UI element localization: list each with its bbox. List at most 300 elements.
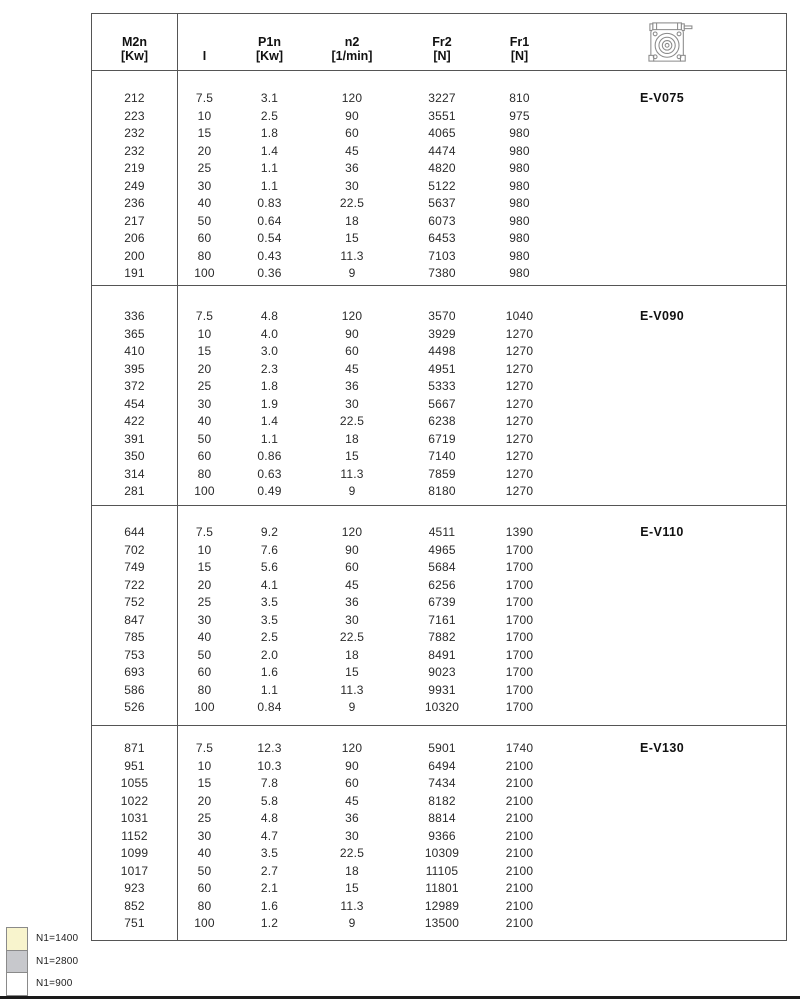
table-cell: 1152 bbox=[121, 828, 148, 843]
table-cell: 2100 bbox=[505, 811, 534, 825]
table-cell: 753 bbox=[124, 647, 145, 662]
group-label-spacer bbox=[552, 248, 786, 266]
table-cell: 980 bbox=[509, 196, 530, 210]
table-cell: 60 bbox=[345, 126, 359, 140]
table-cell: 30 bbox=[197, 178, 212, 193]
table-cell: 1270 bbox=[505, 396, 534, 411]
group-label-spacer bbox=[552, 828, 786, 846]
group-label-spacer bbox=[552, 378, 786, 396]
group-label: E-V130 bbox=[639, 741, 685, 755]
table-cell: 6494 bbox=[428, 758, 456, 773]
table-cell: 980 bbox=[509, 248, 530, 263]
table-cell: 7.6 bbox=[260, 542, 279, 557]
table-cell: 30 bbox=[197, 612, 212, 627]
table-cell: 6739 bbox=[428, 595, 456, 609]
table-cell: 80 bbox=[197, 466, 212, 481]
table-cell: 1740 bbox=[505, 741, 534, 755]
table-cell: 15 bbox=[345, 449, 359, 463]
model-group-e-v110 bbox=[92, 505, 786, 725]
table-cell: 722 bbox=[124, 577, 145, 592]
table-row bbox=[92, 559, 786, 577]
table-cell: 749 bbox=[124, 560, 145, 574]
legend-swatch bbox=[6, 950, 28, 974]
table-cell: 2100 bbox=[505, 898, 534, 913]
speed-color-legend bbox=[6, 927, 78, 996]
table-cell: 40 bbox=[197, 414, 212, 428]
table-cell: 15 bbox=[345, 665, 359, 679]
group-label-spacer bbox=[552, 793, 786, 811]
table-cell: 1700 bbox=[505, 612, 534, 627]
table-cell: 1270 bbox=[505, 466, 534, 481]
column-header-text: M2n bbox=[122, 35, 147, 49]
table-cell: 6238 bbox=[428, 414, 456, 428]
table-cell: 1700 bbox=[505, 577, 534, 592]
table-row bbox=[92, 195, 786, 213]
table-cell: 3.5 bbox=[260, 595, 279, 609]
group-label-spacer bbox=[552, 448, 786, 466]
table-cell: 5684 bbox=[428, 560, 456, 574]
table-cell: 752 bbox=[124, 595, 145, 609]
table-cell: 20 bbox=[197, 361, 212, 376]
table-cell: 40 bbox=[197, 630, 212, 644]
group-label-spacer bbox=[552, 542, 786, 560]
table-row bbox=[92, 483, 786, 501]
table-cell: 90 bbox=[345, 542, 359, 557]
table-cell: 1270 bbox=[505, 449, 534, 463]
group-label-spacer bbox=[552, 343, 786, 361]
table-cell: 11105 bbox=[425, 863, 459, 878]
table-cell: 0.49 bbox=[257, 484, 282, 498]
table-cell: 7.5 bbox=[195, 741, 214, 755]
table-row bbox=[92, 594, 786, 612]
table-cell: 120 bbox=[341, 309, 363, 323]
table-cell: 980 bbox=[509, 178, 530, 193]
worm-gearbox-icon bbox=[645, 21, 693, 63]
group-label: E-V110 bbox=[640, 525, 684, 539]
table-cell: 410 bbox=[124, 344, 145, 358]
table-cell: 1270 bbox=[505, 414, 534, 428]
table-cell: 2100 bbox=[505, 881, 534, 895]
group-label-spacer bbox=[552, 594, 786, 612]
table-cell: 206 bbox=[124, 231, 145, 245]
table-cell: 120 bbox=[341, 741, 363, 755]
table-cell: 80 bbox=[197, 248, 212, 263]
legend-item bbox=[6, 927, 78, 951]
group-label: E-V075 bbox=[639, 91, 685, 105]
table-cell: 4951 bbox=[428, 361, 456, 376]
table-cell: 217 bbox=[124, 213, 145, 228]
table-cell: 120 bbox=[341, 525, 363, 539]
table-cell: 20 bbox=[197, 143, 212, 158]
legend-label: N1=900 bbox=[36, 978, 73, 990]
table-cell: 9 bbox=[348, 484, 356, 498]
table-cell: 6453 bbox=[428, 231, 456, 245]
gearbox-image-cell bbox=[552, 14, 786, 70]
table-row bbox=[92, 230, 786, 248]
group-label-spacer bbox=[552, 880, 786, 898]
group-label-spacer bbox=[552, 699, 786, 717]
table-cell: 30 bbox=[197, 396, 212, 411]
table-cell: 2.1 bbox=[260, 881, 279, 895]
table-cell: 7.5 bbox=[195, 525, 214, 539]
table-row bbox=[92, 431, 786, 449]
table-cell: 852 bbox=[124, 898, 145, 913]
table-cell: 702 bbox=[124, 542, 145, 557]
table-cell: 1040 bbox=[505, 309, 534, 323]
table-cell: 1700 bbox=[505, 630, 534, 644]
table-cell: 60 bbox=[345, 560, 359, 574]
table-cell: 9366 bbox=[428, 828, 456, 843]
table-cell: 50 bbox=[197, 863, 212, 878]
table-cell: 1022 bbox=[120, 793, 149, 808]
table-cell: 18 bbox=[345, 863, 359, 878]
table-cell: 281 bbox=[124, 484, 145, 498]
table-cell: 8814 bbox=[428, 811, 456, 825]
group-label-spacer bbox=[552, 629, 786, 647]
column-header-unit: [Kw] bbox=[120, 49, 149, 63]
table-cell: 1.1 bbox=[260, 161, 279, 175]
group-label-spacer bbox=[552, 664, 786, 682]
table-cell: 1.1 bbox=[260, 178, 279, 193]
group-label-spacer bbox=[552, 396, 786, 414]
table-row bbox=[92, 396, 786, 414]
table-cell: 7.5 bbox=[195, 309, 214, 323]
table-cell: 90 bbox=[345, 326, 359, 341]
column-header-text: n2 bbox=[344, 35, 360, 49]
column-header-unit: [N] bbox=[510, 49, 529, 63]
table-cell: 223 bbox=[124, 108, 145, 123]
table-cell: 36 bbox=[345, 595, 359, 609]
table-cell: 80 bbox=[197, 898, 212, 913]
table-cell: 22.5 bbox=[339, 414, 365, 428]
model-group-e-v130 bbox=[92, 725, 786, 942]
table-cell: 1270 bbox=[505, 431, 534, 446]
table-cell: 4820 bbox=[428, 161, 456, 175]
table-cell: 847 bbox=[124, 612, 145, 627]
table-cell: 1700 bbox=[505, 647, 534, 662]
table-cell: 951 bbox=[124, 758, 145, 773]
table-cell: 100 bbox=[194, 266, 215, 280]
group-label-spacer bbox=[552, 230, 786, 248]
table-cell: 11.3 bbox=[340, 466, 364, 481]
table-cell: 45 bbox=[345, 143, 359, 158]
table-row bbox=[92, 775, 786, 793]
table-cell: 90 bbox=[345, 758, 359, 773]
table-cell: 11.3 bbox=[340, 898, 364, 913]
column-header-text: Fr1 bbox=[509, 35, 530, 49]
table-cell: 30 bbox=[345, 396, 359, 411]
table-cell: 25 bbox=[197, 161, 212, 175]
table-cell: 15 bbox=[345, 881, 359, 895]
table-row bbox=[92, 863, 786, 881]
table-cell: 20 bbox=[197, 793, 212, 808]
table-cell: 100 bbox=[194, 700, 215, 714]
table-cell: 1.8 bbox=[260, 126, 279, 140]
table-cell: 2100 bbox=[505, 916, 534, 930]
column-header-text: I bbox=[202, 49, 207, 63]
table-row bbox=[92, 629, 786, 647]
table-cell: 975 bbox=[509, 108, 530, 123]
group-label-spacer bbox=[552, 775, 786, 793]
group-label-spacer bbox=[552, 431, 786, 449]
table-cell: 980 bbox=[509, 161, 530, 175]
table-cell: 22.5 bbox=[339, 846, 365, 860]
table-cell: 1.6 bbox=[260, 898, 279, 913]
table-cell: 1.4 bbox=[260, 414, 279, 428]
table-cell: 9931 bbox=[428, 682, 456, 697]
group-label-spacer bbox=[552, 559, 786, 577]
group-label-spacer bbox=[552, 265, 786, 283]
table-cell: 1700 bbox=[505, 700, 534, 714]
table-cell: 693 bbox=[124, 665, 145, 679]
table-cell: 526 bbox=[124, 700, 145, 714]
table-cell: 30 bbox=[345, 828, 359, 843]
table-cell: 785 bbox=[124, 630, 145, 644]
table-cell: 10309 bbox=[424, 846, 460, 860]
table-cell: 45 bbox=[345, 793, 359, 808]
table-cell: 6256 bbox=[428, 577, 456, 592]
table-row bbox=[92, 793, 786, 811]
table-cell: 236 bbox=[124, 196, 145, 210]
group-label-spacer bbox=[552, 466, 786, 484]
group-label-spacer bbox=[552, 143, 786, 161]
group-label-spacer bbox=[552, 612, 786, 630]
table-cell: 219 bbox=[124, 161, 145, 175]
table-cell: 100 bbox=[194, 916, 215, 930]
table-cell: 1700 bbox=[505, 595, 534, 609]
table-cell: 871 bbox=[124, 741, 145, 755]
table-cell: 60 bbox=[197, 665, 212, 679]
group-label-spacer bbox=[552, 647, 786, 665]
table-cell: 1270 bbox=[505, 344, 534, 358]
table-cell: 5901 bbox=[428, 741, 456, 755]
table-cell: 7140 bbox=[428, 449, 456, 463]
table-cell: 6073 bbox=[428, 213, 456, 228]
table-cell: 15 bbox=[197, 776, 212, 790]
table-cell: 1700 bbox=[505, 665, 534, 679]
table-cell: 644 bbox=[124, 525, 145, 539]
table-row bbox=[92, 378, 786, 396]
table-cell: 372 bbox=[124, 379, 145, 393]
table-cell: 5667 bbox=[428, 396, 456, 411]
table-cell: 25 bbox=[197, 811, 212, 825]
table-cell: 2.5 bbox=[260, 630, 279, 644]
group-label-spacer bbox=[552, 213, 786, 231]
table-cell: 1099 bbox=[120, 846, 149, 860]
table-cell: 60 bbox=[345, 344, 359, 358]
table-cell: 1270 bbox=[505, 484, 534, 498]
table-cell: 350 bbox=[124, 449, 145, 463]
table-cell: 314 bbox=[124, 466, 145, 481]
legend-label: N1=1400 bbox=[36, 933, 79, 945]
table-row bbox=[92, 178, 786, 196]
group-label-spacer bbox=[552, 845, 786, 863]
table-cell: 2.3 bbox=[260, 361, 279, 376]
table-cell: 391 bbox=[124, 431, 145, 446]
table-row bbox=[92, 248, 786, 266]
table-row bbox=[92, 343, 786, 361]
group-label: E-V090 bbox=[639, 309, 685, 323]
table-cell: 5637 bbox=[428, 196, 456, 210]
table-cell: 1.2 bbox=[260, 916, 279, 930]
table-cell: 1270 bbox=[505, 361, 534, 376]
table-row bbox=[92, 361, 786, 379]
group-label-spacer bbox=[552, 108, 786, 126]
column-divider-line bbox=[177, 14, 178, 940]
table-cell: 30 bbox=[345, 612, 359, 627]
table-cell: 1700 bbox=[505, 560, 534, 574]
table-cell: 200 bbox=[124, 248, 145, 263]
table-cell: 22.5 bbox=[339, 196, 365, 210]
table-cell: 980 bbox=[509, 143, 530, 158]
group-label-spacer bbox=[552, 195, 786, 213]
model-group-e-v075 bbox=[92, 71, 786, 285]
table-cell: 7859 bbox=[428, 466, 456, 481]
table-cell: 249 bbox=[124, 178, 145, 193]
table-cell: 9 bbox=[348, 916, 356, 930]
table-cell: 18 bbox=[345, 431, 359, 446]
table-row bbox=[92, 448, 786, 466]
table-cell: 923 bbox=[124, 881, 145, 895]
table-row bbox=[92, 740, 786, 758]
table-cell: 3227 bbox=[428, 91, 456, 105]
table-cell: 4065 bbox=[428, 126, 456, 140]
table-cell: 336 bbox=[124, 309, 145, 323]
table-cell: 1270 bbox=[505, 379, 534, 393]
table-cell: 4511 bbox=[428, 525, 456, 539]
table-cell: 10 bbox=[197, 108, 212, 123]
column-header-text: Fr2 bbox=[432, 35, 452, 49]
table-cell: 0.64 bbox=[257, 213, 282, 228]
table-cell: 50 bbox=[197, 647, 212, 662]
table-cell: 120 bbox=[341, 91, 363, 105]
table-cell: 2100 bbox=[505, 758, 534, 773]
table-cell: 11.3 bbox=[340, 248, 364, 263]
table-cell: 5.6 bbox=[260, 560, 279, 574]
table-cell: 980 bbox=[509, 266, 530, 280]
table-cell: 4498 bbox=[428, 344, 456, 358]
table-cell: 11.3 bbox=[340, 682, 364, 697]
table-cell: 7380 bbox=[428, 266, 456, 280]
table-cell: 15 bbox=[197, 344, 212, 358]
table-cell: 8491 bbox=[428, 647, 456, 662]
table-row bbox=[92, 664, 786, 682]
table-cell: 15 bbox=[197, 126, 212, 140]
table-row bbox=[92, 542, 786, 560]
table-cell: 4.8 bbox=[260, 309, 279, 323]
table-cell: 4.7 bbox=[260, 828, 279, 843]
table-cell: 2.7 bbox=[260, 863, 279, 878]
table-row bbox=[92, 308, 786, 326]
table-cell: 10.3 bbox=[257, 758, 282, 773]
table-cell: 2100 bbox=[505, 863, 534, 878]
table-row bbox=[92, 898, 786, 916]
group-label-spacer bbox=[552, 915, 786, 933]
table-cell: 1055 bbox=[120, 776, 149, 790]
table-cell: 8182 bbox=[428, 793, 456, 808]
column-header-m2n bbox=[92, 14, 177, 70]
table-cell: 980 bbox=[509, 231, 530, 245]
table-cell: 60 bbox=[197, 881, 212, 895]
table-cell: 10 bbox=[197, 326, 212, 341]
table-cell: 3551 bbox=[428, 108, 456, 123]
table-row bbox=[92, 90, 786, 108]
column-header-i bbox=[177, 14, 232, 70]
table-cell: 0.86 bbox=[257, 449, 282, 463]
table-cell: 8180 bbox=[428, 484, 456, 498]
table-cell: 25 bbox=[197, 379, 212, 393]
table-cell: 9023 bbox=[428, 665, 456, 679]
table-cell: 365 bbox=[124, 326, 145, 341]
table-cell: 1.6 bbox=[260, 665, 279, 679]
table-cell: 12989 bbox=[424, 898, 460, 913]
model-group-e-v090 bbox=[92, 285, 786, 505]
table-cell: 2.0 bbox=[260, 647, 279, 662]
table-cell: 3.5 bbox=[260, 612, 279, 627]
group-label-spacer bbox=[552, 178, 786, 196]
column-header-n2 bbox=[307, 14, 397, 70]
group-label-spacer bbox=[552, 758, 786, 776]
table-cell: 232 bbox=[124, 143, 145, 158]
table-cell: 810 bbox=[509, 91, 530, 105]
table-cell: 18 bbox=[345, 647, 359, 662]
table-row bbox=[92, 612, 786, 630]
group-label-spacer bbox=[552, 682, 786, 700]
table-row bbox=[92, 143, 786, 161]
table-row bbox=[92, 326, 786, 344]
table-cell: 36 bbox=[345, 811, 359, 825]
column-header-p1n bbox=[232, 14, 307, 70]
column-header-unit: [Kw] bbox=[255, 49, 284, 63]
table-cell: 30 bbox=[197, 828, 212, 843]
table-row bbox=[92, 810, 786, 828]
table-cell: 10320 bbox=[424, 700, 460, 714]
table-cell: 0.84 bbox=[257, 700, 282, 714]
table-cell: 1.9 bbox=[260, 396, 279, 411]
table-cell: 3.5 bbox=[260, 846, 279, 860]
table-cell: 12.3 bbox=[257, 741, 282, 755]
table-cell: 20 bbox=[197, 577, 212, 592]
table-cell: 13500 bbox=[424, 916, 460, 930]
table-cell: 60 bbox=[197, 231, 212, 245]
table-row bbox=[92, 413, 786, 431]
table-cell: 3929 bbox=[428, 326, 456, 341]
table-row bbox=[92, 845, 786, 863]
table-cell: 60 bbox=[345, 776, 359, 790]
table-cell: 10 bbox=[197, 758, 212, 773]
table-cell: 7.5 bbox=[195, 91, 214, 105]
table-cell: 4.8 bbox=[260, 811, 279, 825]
table-cell: 7.8 bbox=[260, 776, 279, 790]
table-row bbox=[92, 682, 786, 700]
table-cell: 10 bbox=[197, 542, 212, 557]
table-row bbox=[92, 108, 786, 126]
table-cell: 40 bbox=[197, 196, 212, 210]
table-row bbox=[92, 828, 786, 846]
table-row bbox=[92, 524, 786, 542]
table-cell: 7161 bbox=[428, 612, 456, 627]
table-row bbox=[92, 577, 786, 595]
legend-item bbox=[6, 950, 78, 974]
table-cell: 5333 bbox=[428, 379, 456, 393]
table-cell: 25 bbox=[197, 595, 212, 609]
table-cell: 2.5 bbox=[260, 108, 279, 123]
table-row bbox=[92, 213, 786, 231]
table-cell: 90 bbox=[345, 108, 359, 123]
table-cell: 100 bbox=[194, 484, 215, 498]
group-label-spacer bbox=[552, 898, 786, 916]
table-row bbox=[92, 125, 786, 143]
